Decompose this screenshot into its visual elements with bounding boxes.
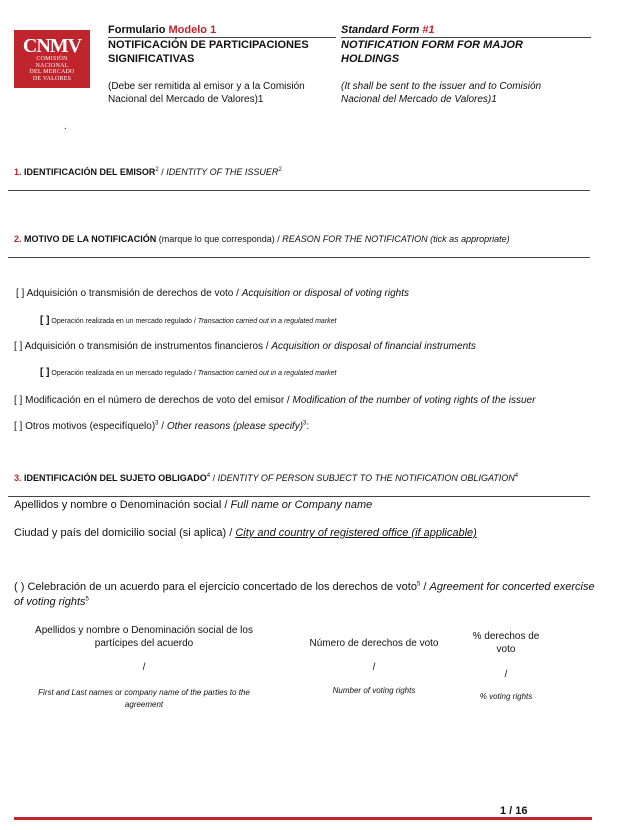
col-voting-rights-en: Number of voting rights (332, 686, 416, 695)
checkbox[interactable]: [ ] (14, 421, 23, 432)
col-percent-en: % voting rights (479, 692, 533, 701)
form-note-en: (It shall be sent to the issuer and to Comisión Nacional del Mercado de Valores)1 (341, 81, 542, 105)
form-note-es: (Debe ser remitida al emisor y a la Comisión Nacional del Mercado de Valores)1 (108, 81, 305, 105)
checkbox[interactable]: [ ] (16, 288, 25, 299)
checkbox[interactable]: [ ] (40, 315, 50, 326)
section-3-heading: 3. IDENTIFICACIÓN DEL SUJETO OBLIGADO$^4$ / IDENTITY OF PERSON SUBJECT TO THE NOTIFICATION OBLIGATION$^4$ (14, 473, 519, 483)
section-2-heading: 2. MOTIVO DE LA NOTIFICACIÓN (marque lo que corresponda) / REASON FOR THE NOTIFICATION (tick as appropriate) (14, 234, 510, 244)
logo-line-2: NACIONAL (35, 62, 69, 69)
form-title-es: NOTIFICACIÓN DE PARTICIPACIONES SIGNIFICATIVAS (108, 39, 309, 65)
section-3-rule (8, 496, 590, 497)
col-parties-slash: / (142, 662, 146, 673)
section-1-heading: 1. IDENTIFICACIÓN DEL EMISOR$^2$ / IDENTITY OF THE ISSUER$^2$ (14, 167, 282, 177)
field-city-country[interactable]: Ciudad y país del domicilio social (si aplica) / City and country of registered office (if applicable) (14, 527, 477, 539)
form-label-en: Standard Form #1 (341, 24, 435, 36)
option-regulated-market-2[interactable]: [ ] Operación realizada en un mercado regulado / Transaction carried out in a regulated market (40, 367, 337, 378)
form-label-es: Formulario Modelo 1 (108, 24, 217, 36)
form-number-en: #1 (422, 24, 435, 36)
option-voting-rights[interactable]: [ ] Adquisición o transmisión de derechos de voto / Acquisition or disposal of voting rights (16, 288, 410, 299)
field-full-name[interactable]: Apellidos y nombre o Denominación social / Full name or Company name (14, 499, 373, 511)
option-other-reasons[interactable]: [ ] Otros motivos (especifíquelo)$^3$ / Other reasons (please specify)$^3$: (14, 420, 310, 432)
field-city-country-en: City and country of registered office (if applicable) (235, 527, 477, 539)
option-financial-instruments[interactable]: [ ] Adquisición o transmisión de instrumentos financieros / Acquisition or disposal of financial instruments (14, 341, 476, 352)
section-2-rule (8, 257, 590, 258)
form-title-en: NOTIFICATION FORM FOR MAJOR HOLDINGS (341, 39, 523, 65)
cnmv-logo (14, 30, 90, 88)
form-model-es: Modelo 1 (168, 24, 217, 36)
footer-rule (14, 817, 592, 820)
logo-line-1: COMISIÓN (36, 56, 68, 62)
col-percent-es: % derechos de voto (472, 631, 540, 655)
logo-line-4: DE VALORES (32, 75, 72, 82)
page-number: 1 / 16 (500, 805, 528, 817)
col-voting-rights-slash: / (372, 662, 376, 673)
stray-dot: . (64, 121, 67, 132)
agreement-option[interactable]: ( ) Celebración de un acuerdo para el ejercicio concertado de los derechos de voto$^5$ / Agreement for concerted exercise of voting rights$^5$ (14, 581, 595, 608)
col-percent-slash: / (504, 669, 508, 680)
logo-acronym: CNMV (22, 35, 82, 57)
logo-line-3: DEL MERCADO (29, 69, 75, 75)
section-1-rule (8, 190, 590, 191)
checkbox[interactable]: [ ] (14, 341, 23, 352)
checkbox[interactable]: [ ] (40, 367, 50, 378)
option-modification-voting-rights[interactable]: [ ] Modificación en el número de derechos de voto del emisor / Modification of the number of voting rights of the issuer (14, 395, 536, 406)
col-parties-en: First and Last names or company name of the parties to the agreement (38, 688, 250, 709)
checkbox[interactable]: [ ] (14, 395, 23, 406)
option-regulated-market-1[interactable]: [ ] Operación realizada en un mercado regulado / Transaction carried out in a regulated market (40, 315, 337, 326)
col-parties-es: Apellidos y nombre o Denominación social de los partícipes del acuerdo (35, 625, 253, 649)
col-voting-rights-es: Número de derechos de voto (309, 638, 439, 649)
